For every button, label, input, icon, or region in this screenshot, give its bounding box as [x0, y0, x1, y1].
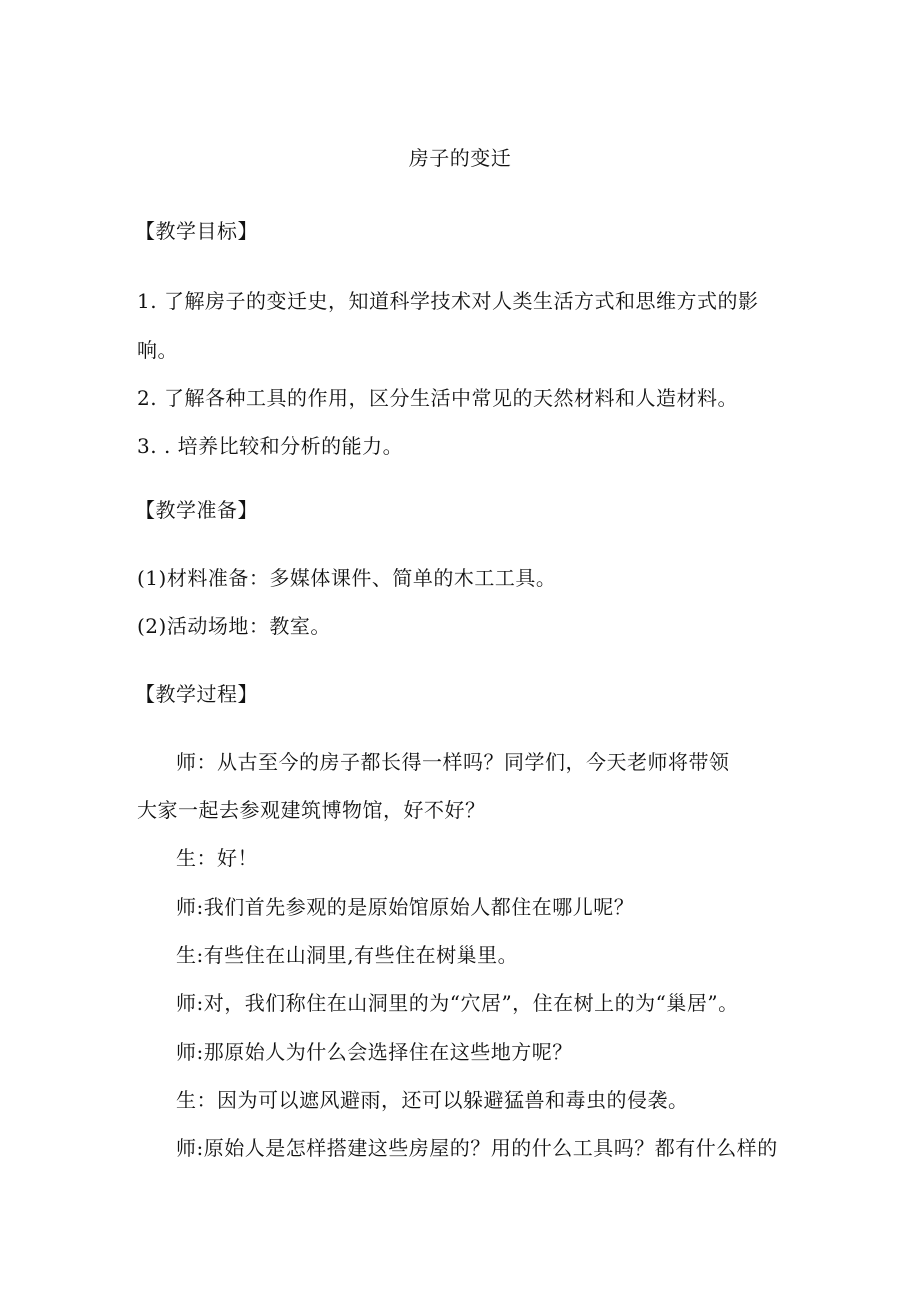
dialogue-line: 师：从古至今的房子都长得一样吗？同学们，今天老师将带领: [176, 750, 730, 774]
dialogue-line: 生：因为可以遮风避雨，还可以躲避猛兽和毒虫的侵袭。: [176, 1088, 689, 1112]
dialogue-line: 师:原始人是怎样搭建这些房屋的？用的什么工具吗？都有什么样的: [176, 1136, 778, 1160]
dialogue-line: 师:那原始人为什么会选择住在这些地方呢？: [176, 1040, 573, 1064]
objective-line-3: 3. . 培养比较和分析的能力。: [137, 434, 404, 458]
document-title: 房子的变迁: [408, 146, 512, 170]
dialogue-line: 生:有些住在山洞里,有些住在树巢里。: [176, 943, 519, 967]
dialogue-line: 生：好！: [176, 846, 258, 870]
dialogue-line: 大家一起去参观建筑博物馆，好不好？: [137, 798, 486, 822]
objective-line-2: 2. 了解各种工具的作用，区分生活中常见的天然材料和人造材料。: [137, 386, 738, 410]
objective-line-1-cont: 响。: [137, 338, 178, 362]
preparation-line-1: (1)材料准备：多媒体课件、简单的木工工具。: [137, 566, 557, 590]
section-heading-preparation: 【教学准备】: [135, 498, 258, 522]
section-heading-process: 【教学过程】: [135, 682, 258, 706]
dialogue-line: 师:我们首先参观的是原始馆原始人都住在哪儿呢？: [176, 895, 635, 919]
preparation-line-2: (2)活动场地：教室。: [137, 614, 331, 638]
section-heading-objectives: 【教学目标】: [135, 219, 258, 243]
dialogue-line: 师:对，我们称住在山洞里的为“穴居”，住在树上的为“巢居”。: [176, 991, 739, 1015]
objective-line-1: 1. 了解房子的变迁史，知道科学技术对人类生活方式和思维方式的影: [137, 289, 759, 313]
